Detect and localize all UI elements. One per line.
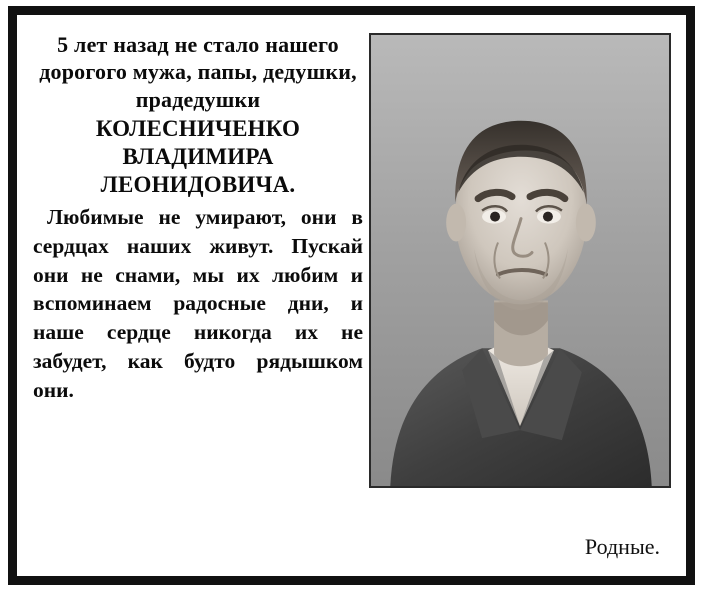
notice-text-column — [33, 31, 363, 405]
portrait-photo — [369, 33, 671, 488]
signature-text: Родные. — [584, 534, 660, 559]
deceased-name: КОЛЕСНИЧЕНКО ВЛАДИМИРА ЛЕОНИДОВИЧА. — [95, 115, 301, 197]
lead-text: 5 лет назад не стало нашего дорогого мужа, папы, дедушки, прадедушки — [39, 32, 357, 112]
portrait-illustration — [371, 35, 669, 486]
notice-inner — [17, 15, 686, 576]
mourning-border — [8, 6, 695, 585]
memorial-verse: Любимые не умирают, они в сердцах наших живут. Пускай они не снами, мы их любим и вспоминаем радосные дни, и наше сердце никогда их не забудет, как будто рядышком они. — [33, 204, 363, 402]
